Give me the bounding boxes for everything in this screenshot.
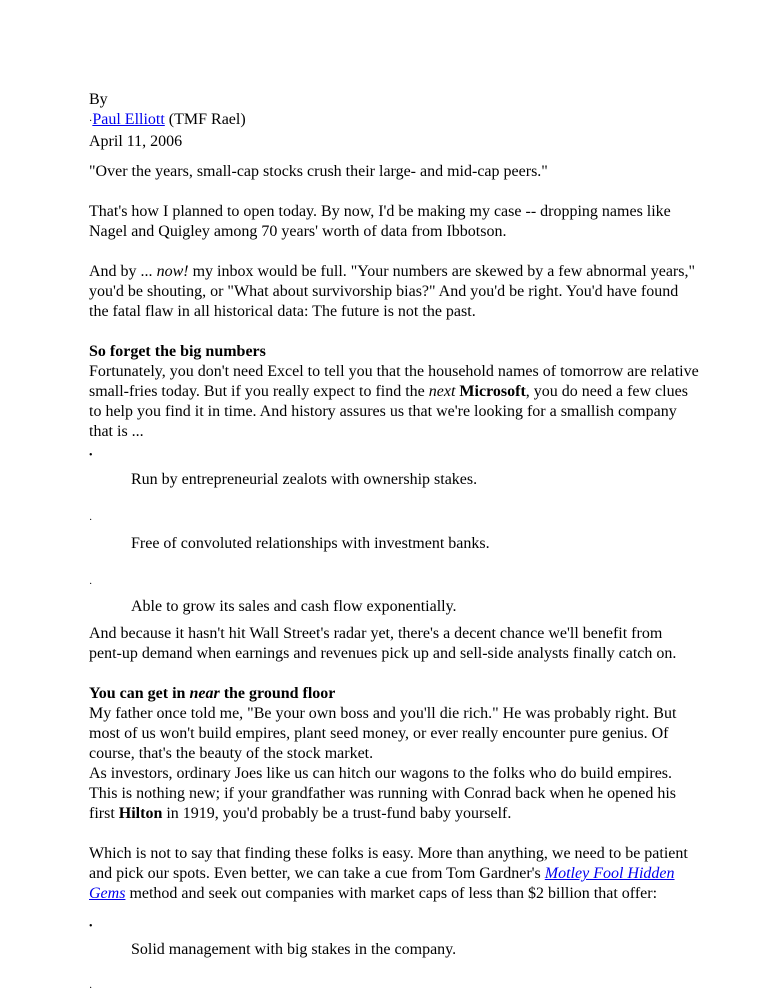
heading-text-b: the ground floor (219, 685, 336, 702)
section-heading-ground-floor (89, 684, 699, 704)
list2-item-1: Solid management with big stakes in the company. (131, 941, 457, 958)
excel-strong-microsoft: Microsoft (459, 383, 526, 400)
byline-author-line (89, 110, 699, 132)
gems-text-a: Which is not to say that finding these folks is easy. More than anything, we need to be patient and pick our spots. Even better, we can take a cue from Tom Gardner's (89, 845, 688, 882)
inbox-paragraph (89, 262, 699, 322)
section-big-numbers (89, 342, 699, 442)
list2-bullet-1: • (89, 921, 93, 932)
investors-strong-hilton: Hilton (118, 805, 163, 822)
hidden-gems-paragraph (89, 844, 699, 904)
investors-text-a: As investors, ordinary Joes like us can hitch our wagons to the folks who do build empires. This is nothing new; if your grandfather was running with Conrad back when he opened his first (89, 765, 676, 822)
inbox-emphasis: now! (156, 263, 189, 280)
byline-by: By (89, 91, 108, 108)
list1-bullet-2: · (89, 515, 93, 526)
investors-text-b: in 1919, you'd probably be a trust-fund baby yourself. (162, 805, 512, 822)
excel-text-b: , you do need a few clues to help you find it in time. And history assures us that we're looking for a smallish company that is ... (89, 383, 688, 440)
father-paragraph: My father once told me, "Be your own boss and you'll die rich." He was probably right. But most of us won't build empires, plant seed money, or ever really encounter pure genius. Of course, that's the beauty of the stock market. (89, 705, 677, 762)
excel-emphasis-next: next (428, 383, 456, 400)
radar-paragraph: And because it hasn't hit Wall Street's radar yet, there's a decent chance we'll benefit from pent-up demand when earnings and revenues pick up and sell-side analysts finally catch on. (89, 625, 677, 662)
section-ground-floor (89, 684, 699, 764)
intro-paragraph: That's how I planned to open today. By now, I'd be making my case -- dropping names like Nagel and Quigley among 70 years' worth of data from Ibbotson. (89, 203, 671, 240)
list1-item-2: Free of convoluted relationships with investment banks. (131, 535, 490, 552)
byline (89, 90, 699, 152)
heading-text-a: You can get in (89, 685, 190, 702)
author-link[interactable]: Paul Elliott (92, 111, 165, 128)
list1-item-3: Able to grow its sales and cash flow exponentially. (131, 598, 457, 615)
inbox-text-a: And by ... (89, 263, 157, 280)
excel-text-a: Fortunately, you don't need Excel to tell you that the household names of tomorrow are relative small-fries today. But if you really expect to find the (89, 363, 699, 400)
quote-paragraph: "Over the years, small-cap stocks crush their large- and mid-cap peers." (89, 163, 548, 180)
byline-marker: · (89, 116, 93, 127)
list1-item-1: Run by entrepreneurial zealots with ownership stakes. (131, 471, 478, 488)
excel-paragraph (89, 362, 699, 442)
inbox-text-b: my inbox would be full. "Your numbers are skewed by a few abnormal years," you'd be shouting, or "What about survivorship bias?" And you'd be right. You'd have found the fatal flaw in all historical data: The future is not the past. (89, 263, 695, 320)
list1-bullet-1: • (89, 450, 93, 461)
list2-bullet-2: · (89, 983, 93, 994)
section-heading-big-numbers: So forget the big numbers (89, 343, 266, 360)
gems-text-b: method and seek out companies with market caps of less than $2 billion that offer: (125, 885, 658, 902)
hidden-gems-link-text: Motley Fool Hidden Gems (89, 865, 675, 902)
heading-emphasis-near: near (189, 685, 220, 702)
investors-paragraph (89, 764, 699, 824)
author-handle: (TMF Rael) (164, 111, 246, 128)
list1-bullet-3: · (89, 579, 93, 590)
publish-date: April 11, 2006 (89, 133, 183, 150)
